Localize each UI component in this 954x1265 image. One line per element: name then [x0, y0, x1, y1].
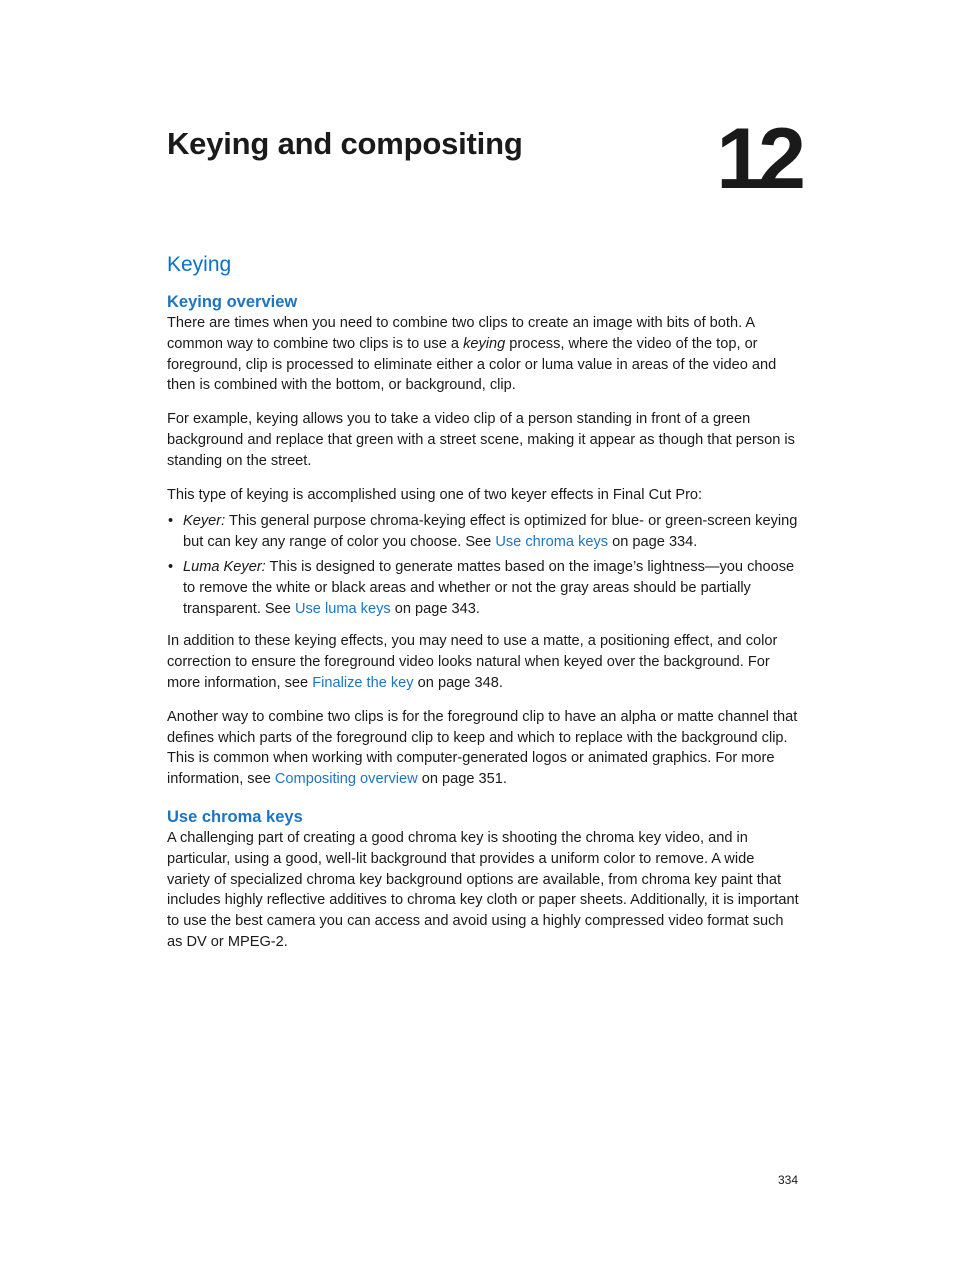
keying-emphasis: keying [463, 335, 506, 352]
chapter-title: Keying and compositing [167, 126, 523, 161]
bullet-glyph: • [168, 513, 174, 530]
keying-overview-paragraph-4: In addition to these keying effects, you may need to use a matte, a positioning effect, and color correction to ensure the foreground video looks natural when keyed over the background. For more information, see Finalize the key on page 348. [167, 633, 778, 691]
keying-overview-paragraph-1: There are times when you need to combine two clips to create an image with bits of both. A common way to combine two clips is to use a keying process, where the video of the top, or foreground, clip is processed to eliminate either a color or luma value in areas of the video and then is combined with the bottom, or background, clip. [167, 315, 777, 394]
link-finalize-the-key[interactable]: Finalize the key [312, 674, 414, 691]
keying-overview-paragraph-5: Another way to combine two clips is for the foreground clip to have an alpha or matte channel that defines which parts of the foreground clip to keep and which to replace with the background clip. This is common when working with computer-generated logos or animated graphics. For more information, see Compositing overview on page 351. [167, 708, 798, 788]
use-chroma-keys-heading: Use chroma keys [167, 807, 303, 826]
term-luma-keyer: Luma Keyer: [183, 558, 266, 575]
section-heading: Keying [167, 253, 232, 276]
page-content [167, 253, 799, 966]
link-compositing-overview[interactable]: Compositing overview [274, 771, 418, 788]
keying-overview-heading: Keying overview [167, 293, 298, 311]
term-keyer: Keyer: [183, 513, 226, 530]
keyer-list [167, 511, 799, 619]
link-use-chroma-keys[interactable]: Use chroma keys [495, 534, 609, 551]
list-item-luma-keyer: • Luma Keyer: This is designed to generate mattes based on the image’s lightness—you choose to remove the white or black areas and whether or not the gray areas should be partially transparent. See Use luma keys on page 343. [168, 558, 795, 617]
link-use-luma-keys[interactable]: Use luma keys [294, 600, 391, 617]
keying-overview-paragraph-2: For example, keying allows you to take a video clip of a person standing in front of a green background and replace that green with a street scene, making it appear as though that person is standing on the street. [167, 411, 795, 469]
page-number: 334 [777, 1173, 798, 1187]
keying-overview-paragraph-3: This type of keying is accomplished using one of two keyer effects in Final Cut Pro: [167, 486, 703, 503]
use-chroma-keys-paragraph: A challenging part of creating a good chroma key is shooting the chroma key video, and in particular, using a good, well-lit background that provides a uniform color to remove. A wide variety of specialized chroma key background options are available, from chroma key paint that includes highly reflective additives to chroma key cloth or paper sheets. Additionally, it is important to use the best camera you can access and avoid using a highly compressed video format such as DV or MPEG-2. [167, 829, 799, 950]
bullet-glyph: • [168, 558, 174, 575]
chapter-number: 12 [716, 111, 800, 207]
list-item-keyer: • Keyer: This general purpose chroma-keying effect is optimized for blue- or green-screen keying but can key any range of color you choose. See Use chroma keys on page 334. [168, 513, 798, 551]
